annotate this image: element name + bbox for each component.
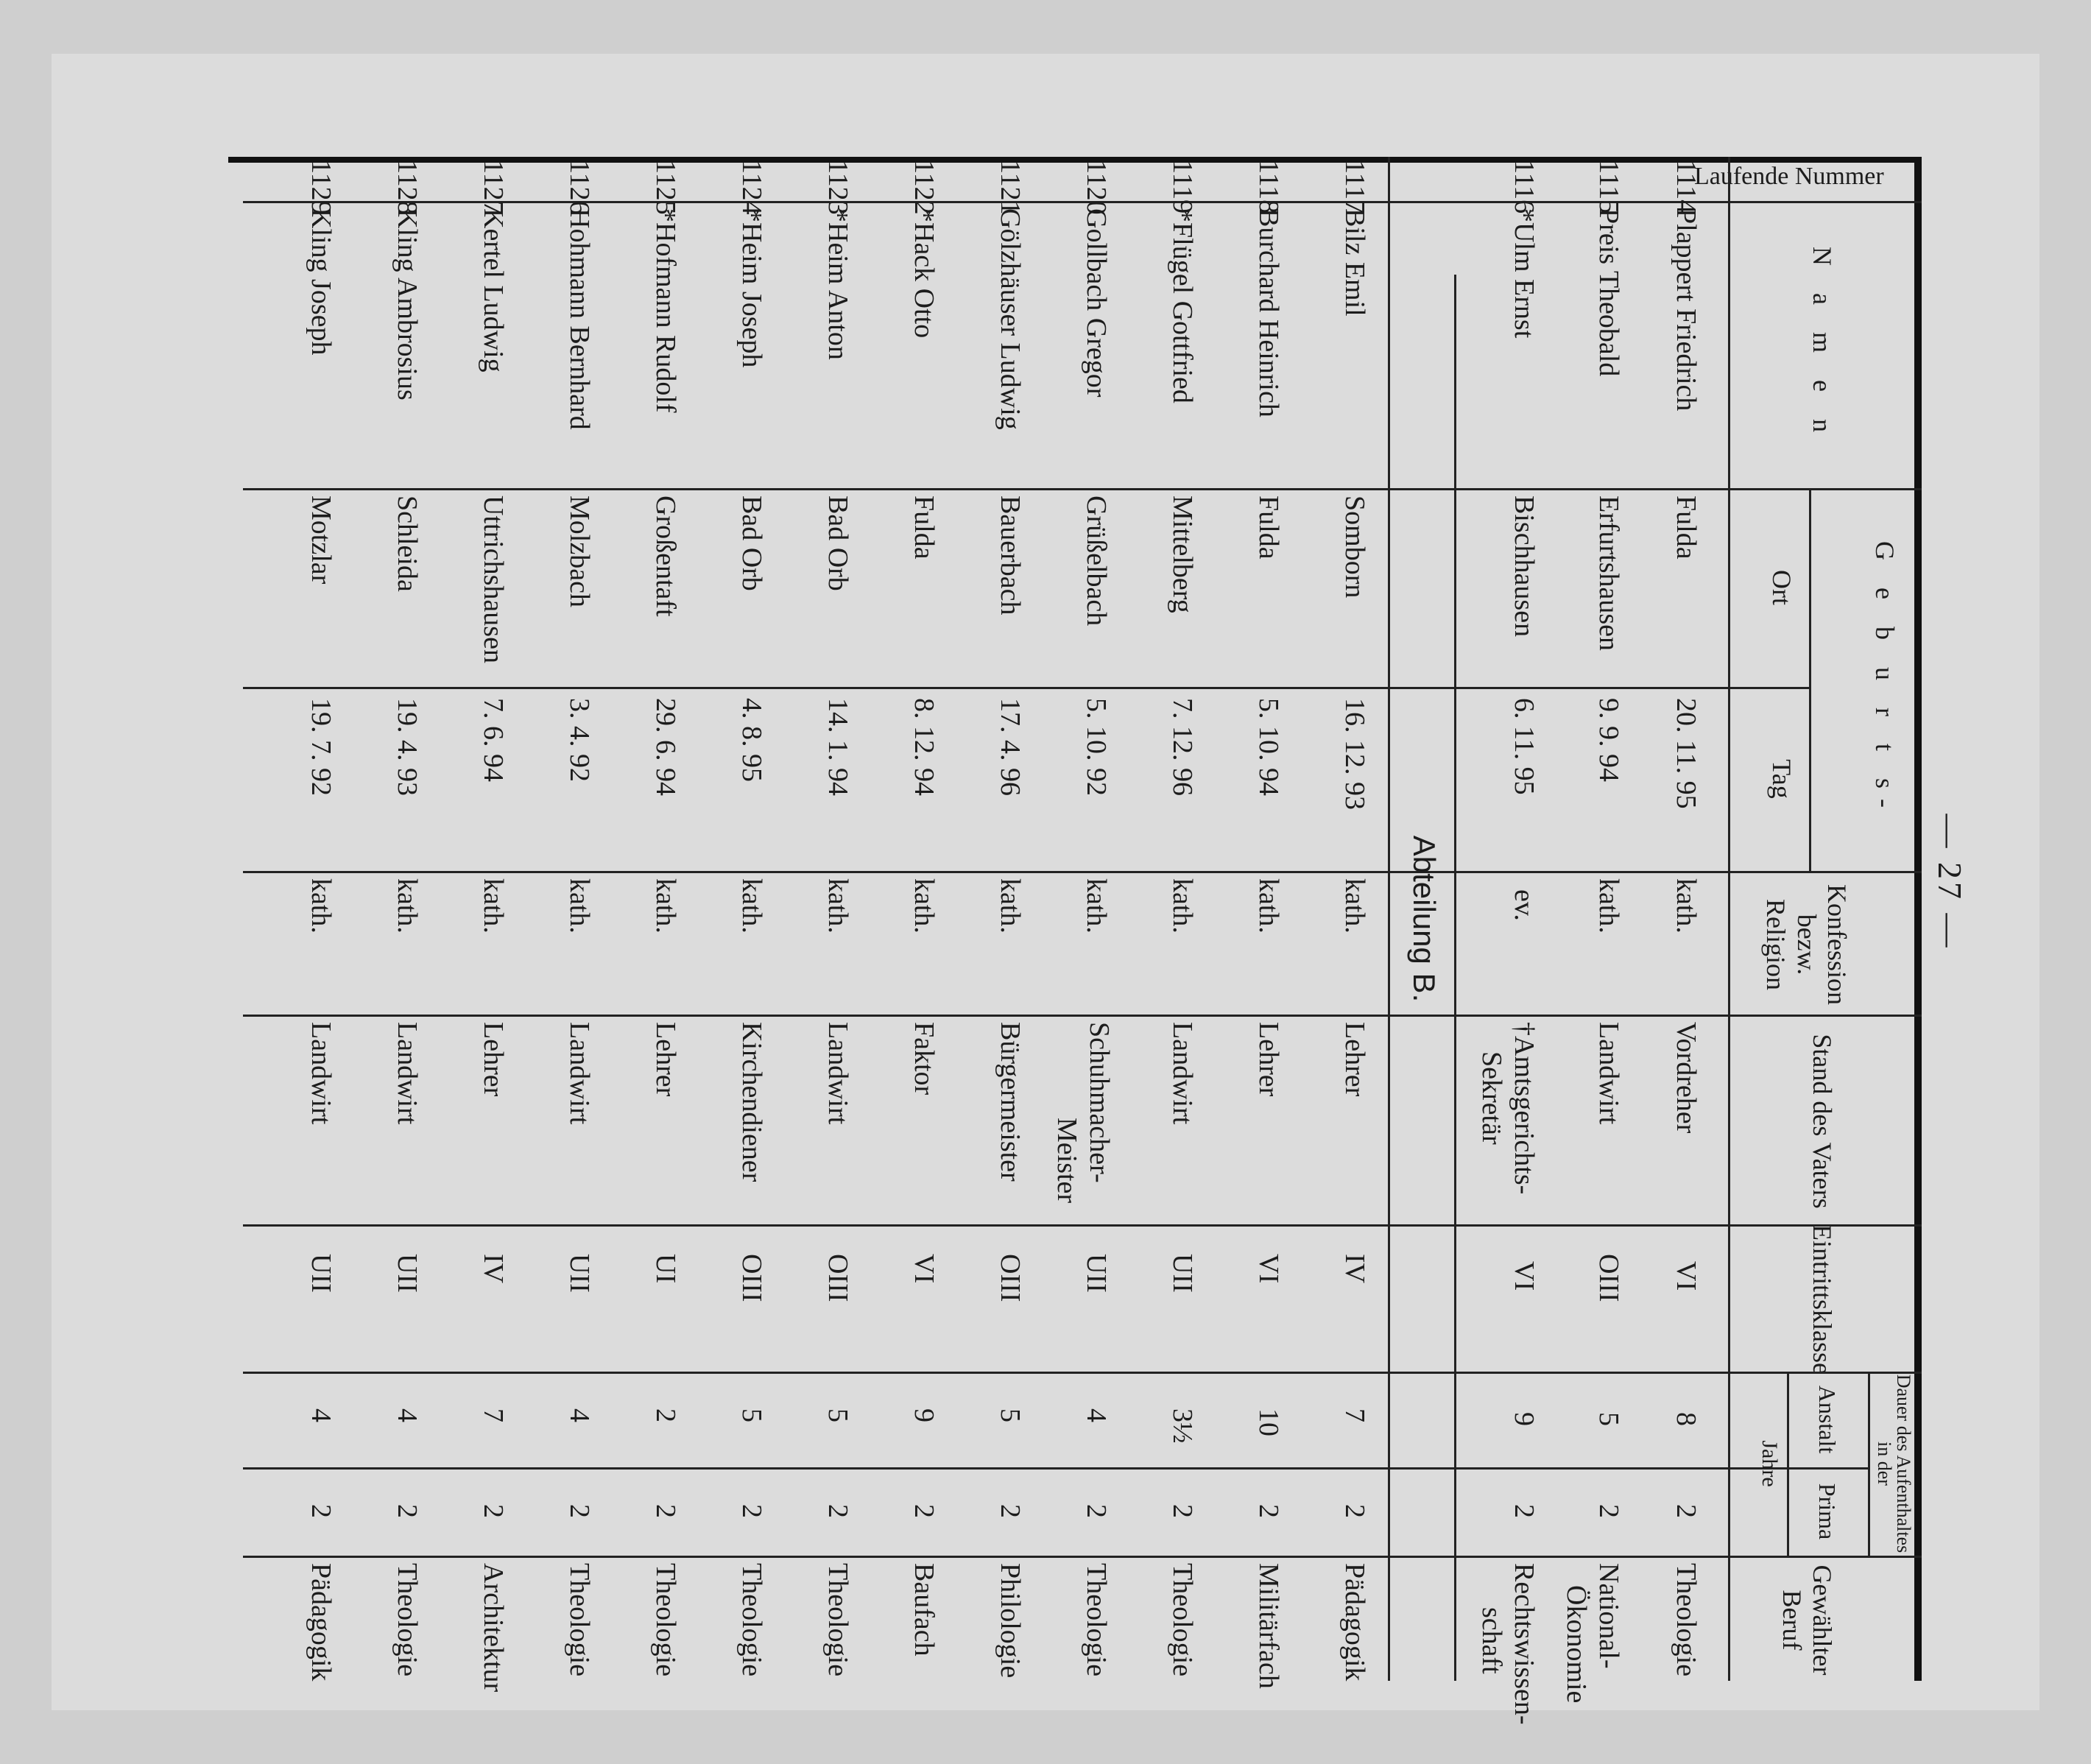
cell-tag: 29. 6. 94	[650, 698, 681, 796]
cell-konfession: kath.	[478, 878, 509, 934]
cell-beruf-line2: Ökonomie	[1561, 1585, 1592, 1704]
table-row	[902, 157, 946, 1681]
cell-konfession: kath.	[650, 878, 681, 934]
cell-stand: Landwirt	[306, 1022, 336, 1125]
cell-beruf: Theologie	[392, 1563, 423, 1677]
header-konfession: Konfession bezw. Religion	[1761, 884, 1852, 1005]
cell-anstalt: 9	[1509, 1412, 1540, 1426]
cell-prima: 2	[1509, 1504, 1540, 1518]
cell-tag: 7. 12. 96	[1167, 698, 1198, 796]
cell-klasse: VI	[1253, 1254, 1284, 1284]
cell-stand-line1: †Amtsgerichts-	[1509, 1022, 1540, 1195]
cell-tag: 7. 6. 94	[478, 698, 509, 782]
cell-nr: 1118	[1253, 160, 1284, 214]
cell-beruf: Theologie	[1671, 1563, 1702, 1677]
cell-klasse: IV	[478, 1254, 509, 1284]
header-stand: Stand des Vaters	[1808, 1034, 1837, 1209]
cell-ort: Molzbach	[564, 495, 595, 607]
cell-name: Bilz Emil	[1339, 208, 1370, 317]
cell-klasse: OIII	[995, 1254, 1026, 1302]
cell-stand: Landwirt	[1593, 1022, 1624, 1125]
table-row	[1476, 157, 1546, 1725]
cell-beruf: Theologie	[736, 1563, 767, 1677]
cell-prima: 2	[650, 1504, 681, 1518]
cell-tag: 3. 4. 92	[564, 698, 595, 782]
cell-tag: 9. 9. 94	[1593, 698, 1624, 782]
section-rule-2	[1388, 157, 1390, 1681]
cell-klasse: OIII	[736, 1254, 767, 1302]
cell-stand: Vordreher	[1671, 1022, 1702, 1134]
cell-nr: 1125	[650, 160, 681, 215]
cell-anstalt: 10	[1253, 1408, 1284, 1436]
cell-nr: 1115	[1593, 160, 1624, 214]
cell-ort: Motzlar	[306, 495, 336, 585]
cell-nr: 1127	[478, 160, 509, 215]
geburts-sub-rule	[1809, 488, 1811, 871]
cell-beruf: Theologie	[650, 1563, 681, 1677]
section-heading-abteilung-b: Abteilung B.	[1407, 835, 1442, 1003]
cell-beruf: Architektur	[478, 1563, 509, 1693]
cell-anstalt: 4	[564, 1408, 595, 1422]
header-eintrittsklasse: Eintrittsklasse	[1808, 1224, 1837, 1375]
cell-beruf: Militärfach	[1253, 1563, 1284, 1689]
cell-anstalt: 4	[1081, 1408, 1112, 1422]
cell-tag: 6. 11. 95	[1509, 698, 1540, 795]
page-number: — 27 —	[1931, 814, 1969, 950]
cell-ort: Somborn	[1339, 495, 1370, 599]
cell-stand: Faktor	[909, 1022, 939, 1096]
header-dauer: Dauer des Aufenthaltes in der	[1874, 1374, 1914, 1553]
cell-beruf-line1: Rechtswissen-	[1509, 1563, 1540, 1725]
cell-tag: 19. 7. 92	[306, 698, 336, 796]
header-bottom-rule	[1728, 157, 1730, 1681]
cell-nr: 1124	[736, 160, 767, 215]
cell-prima: 2	[306, 1504, 336, 1518]
dauer-sub-rule-2	[1787, 1372, 1789, 1556]
cell-name: *Heim Joseph	[736, 208, 767, 368]
cell-beruf: Baufach	[909, 1563, 939, 1657]
cell-ort: Bad Orb	[822, 495, 853, 591]
table-top-rule	[1914, 157, 1922, 1681]
cell-konfession: kath.	[995, 878, 1026, 934]
cell-konfession: ev.	[1509, 889, 1540, 921]
cell-name: Preis Theobald	[1593, 208, 1624, 377]
cell-stand-line2: Meister	[1051, 1118, 1082, 1204]
cell-beruf: Theologie	[564, 1563, 595, 1677]
header-tag: Tag	[1767, 759, 1796, 799]
cell-nr: 1120	[1081, 160, 1112, 215]
cell-ort: Bischhausen	[1509, 495, 1540, 638]
section-rule	[1454, 275, 1456, 1681]
cell-konfession: kath.	[1593, 878, 1624, 934]
cell-ort: Schleida	[392, 495, 423, 592]
student-table	[177, 157, 1922, 1725]
cell-name: Plappert Friedrich	[1671, 208, 1702, 412]
cell-tag: 4. 8. 95	[736, 698, 767, 782]
cell-konfession: kath.	[1253, 878, 1284, 934]
cell-name: Hohmann Bernhard	[564, 208, 595, 430]
cell-nr: 1114	[1671, 160, 1702, 214]
cell-name: Kling Joseph	[306, 208, 336, 356]
cell-ort: Bad Orb	[736, 495, 767, 591]
cell-ort: Fulda	[1253, 495, 1284, 560]
cell-konfession: kath.	[736, 878, 767, 934]
cell-prima: 2	[995, 1504, 1026, 1518]
cell-klasse: UII	[564, 1254, 595, 1293]
cell-tag: 16. 12. 93	[1339, 698, 1370, 810]
cell-name: Kling Ambrosius	[392, 208, 423, 401]
cell-klasse: UII	[1167, 1254, 1198, 1293]
cell-name: Gölzhäuser Ludwig	[995, 208, 1026, 430]
cell-tag: 20. 11. 95	[1671, 698, 1702, 809]
cell-name: *Flügel Gottfried	[1167, 208, 1198, 403]
cell-tag: 17. 4. 96	[995, 698, 1026, 796]
cell-name: *Heim Anton	[822, 208, 853, 360]
cell-beruf: Pädagogik	[306, 1563, 336, 1682]
cell-anstalt: 7	[1339, 1408, 1370, 1422]
cell-stand: Lehrer	[650, 1022, 681, 1097]
cell-name: *Hofmann Rudolf	[650, 208, 681, 413]
cell-name: *Hack Otto	[909, 208, 939, 339]
cell-beruf: Philologie	[995, 1563, 1026, 1679]
cell-stand	[1051, 1022, 1115, 1203]
cell-ort: Mittelberg	[1167, 495, 1198, 613]
cell-konfession: kath.	[564, 878, 595, 934]
header-laufende-nummer: Laufende Nummer	[1694, 163, 1884, 190]
cell-name: Kertel Ludwig	[478, 208, 509, 373]
table-row	[1051, 157, 1118, 1681]
cell-name: *Ulm Ernst	[1509, 208, 1540, 339]
header-geburts: G e b u r t s-	[1870, 541, 1900, 818]
cell-tag: 5. 10. 92	[1081, 698, 1112, 796]
cell-stand-line2: Sekretär	[1476, 1051, 1507, 1145]
header-prima: Prima	[1814, 1483, 1841, 1540]
table-row	[1561, 157, 1631, 1704]
cell-klasse: VI	[1671, 1261, 1702, 1291]
cell-nr: 1121	[995, 160, 1026, 215]
cell-anstalt: 5	[1593, 1412, 1624, 1426]
cell-klasse: UII	[1081, 1254, 1112, 1293]
cell-nr: 1117	[1339, 160, 1370, 214]
cell-beruf: Theologie	[1081, 1563, 1112, 1677]
table-row	[730, 157, 774, 1681]
table-row	[557, 157, 602, 1681]
table-row	[643, 157, 688, 1681]
cell-beruf: Pädagogik	[1339, 1563, 1370, 1682]
table-row	[988, 157, 1032, 1681]
cell-stand: Landwirt	[392, 1022, 423, 1125]
cell-ort: Erfurtshausen	[1593, 495, 1624, 652]
cell-ort: Bauerbach	[995, 495, 1026, 615]
cell-prima: 2	[1339, 1504, 1370, 1518]
cell-anstalt: 5	[822, 1408, 853, 1422]
table-row	[1247, 157, 1291, 1689]
cell-prima: 2	[392, 1504, 423, 1518]
cell-klasse: OIII	[1593, 1254, 1624, 1302]
cell-anstalt: 4	[392, 1408, 423, 1422]
cell-klasse: OIII	[822, 1254, 853, 1302]
cell-konfession: kath.	[822, 878, 853, 934]
cell-beruf	[1475, 1563, 1540, 1725]
cell-beruf	[1560, 1563, 1625, 1703]
cell-klasse: VI	[909, 1254, 939, 1284]
cell-anstalt: 8	[1671, 1412, 1702, 1426]
cell-konfession: kath.	[392, 878, 423, 934]
header-beruf: Gewählter Beruf	[1777, 1564, 1837, 1676]
cell-prima: 2	[736, 1504, 767, 1518]
cell-stand: Lehrer	[478, 1022, 509, 1097]
cell-anstalt: 2	[650, 1408, 681, 1422]
cell-ort: Fulda	[909, 495, 939, 560]
table-row	[471, 157, 515, 1693]
cell-ort: Uttrichshausen	[478, 495, 509, 663]
cell-stand-line1: Schuhmacher-	[1084, 1022, 1115, 1183]
cell-konfession: kath.	[909, 878, 939, 934]
cell-nr: 1116	[1509, 160, 1540, 214]
cell-stand: Landwirt	[1167, 1022, 1198, 1125]
cell-prima: 2	[822, 1504, 853, 1518]
cell-prima: 2	[478, 1504, 509, 1518]
cell-prima: 2	[564, 1504, 595, 1518]
cell-konfession: kath.	[1339, 878, 1370, 934]
document-page	[52, 54, 2039, 1725]
cell-prima: 2	[1081, 1504, 1112, 1518]
cell-nr: 1129	[306, 160, 336, 215]
cell-tag: 14. 1. 94	[822, 698, 853, 796]
cell-klasse: UII	[392, 1254, 423, 1293]
cell-prima: 2	[1593, 1504, 1624, 1518]
header-jahre: Jahre	[1757, 1440, 1782, 1487]
cell-anstalt: 7	[478, 1408, 509, 1422]
cell-beruf-line1: National-	[1593, 1563, 1624, 1669]
cell-tag: 5. 10. 94	[1253, 698, 1284, 796]
cell-anstalt: 5	[995, 1408, 1026, 1422]
dauer-sub-rule	[1868, 1372, 1870, 1556]
cell-anstalt: 9	[909, 1408, 939, 1422]
cell-stand: Landwirt	[564, 1022, 595, 1125]
cell-nr: 1126	[564, 160, 595, 215]
cell-konfession: kath.	[1167, 878, 1198, 934]
cell-tag: 19. 4. 93	[392, 698, 423, 796]
table-row	[1160, 157, 1205, 1681]
cell-name: Gollbach Gregor	[1081, 208, 1112, 398]
cell-klasse: VI	[1509, 1261, 1540, 1291]
cell-tag: 8. 12. 94	[909, 698, 939, 796]
cell-stand: Bürgermeister	[995, 1022, 1026, 1182]
cell-prima: 2	[909, 1504, 939, 1518]
table-row	[816, 157, 860, 1681]
cell-beruf-line2: schaft	[1476, 1607, 1507, 1674]
table-row	[385, 157, 429, 1681]
cell-prima: 2	[1167, 1504, 1198, 1518]
cell-anstalt: 5	[736, 1408, 767, 1422]
cell-prima: 2	[1253, 1504, 1284, 1518]
cell-stand	[1475, 1022, 1540, 1194]
cell-konfession: kath.	[1081, 878, 1112, 934]
header-namen: N a m e n	[1808, 247, 1837, 442]
cell-name: Burchard Heinrich	[1253, 208, 1284, 417]
cell-klasse: IV	[1339, 1254, 1370, 1284]
cell-beruf: Theologie	[822, 1563, 853, 1677]
table-row	[1664, 157, 1708, 1681]
cell-beruf: Theologie	[1167, 1563, 1198, 1677]
cell-stand: Kirchendiener	[736, 1022, 767, 1182]
cell-stand: Lehrer	[1253, 1022, 1284, 1097]
cell-ort: Fulda	[1671, 495, 1702, 560]
cell-ort: Grüßelbach	[1081, 495, 1112, 627]
cell-prima: 2	[1671, 1504, 1702, 1518]
cell-anstalt: 4	[306, 1408, 336, 1422]
cell-konfession: kath.	[1671, 878, 1702, 934]
cell-nr: 1128	[392, 160, 423, 215]
cell-stand: Lehrer	[1339, 1022, 1370, 1097]
header-anstalt: Anstalt	[1814, 1385, 1841, 1454]
cell-ort: Großentaft	[650, 495, 681, 617]
cell-nr: 1122	[909, 160, 939, 215]
cell-klasse: UII	[306, 1254, 336, 1293]
table-row	[299, 157, 343, 1681]
cell-nr: 1119	[1167, 160, 1198, 214]
table-row	[1333, 157, 1377, 1681]
cell-stand: Landwirt	[822, 1022, 853, 1125]
cell-anstalt: 3½	[1167, 1408, 1198, 1444]
cell-konfession: kath.	[306, 878, 336, 934]
header-ort: Ort	[1767, 570, 1796, 605]
cell-klasse: UI	[650, 1254, 681, 1284]
cell-nr: 1123	[822, 160, 853, 215]
